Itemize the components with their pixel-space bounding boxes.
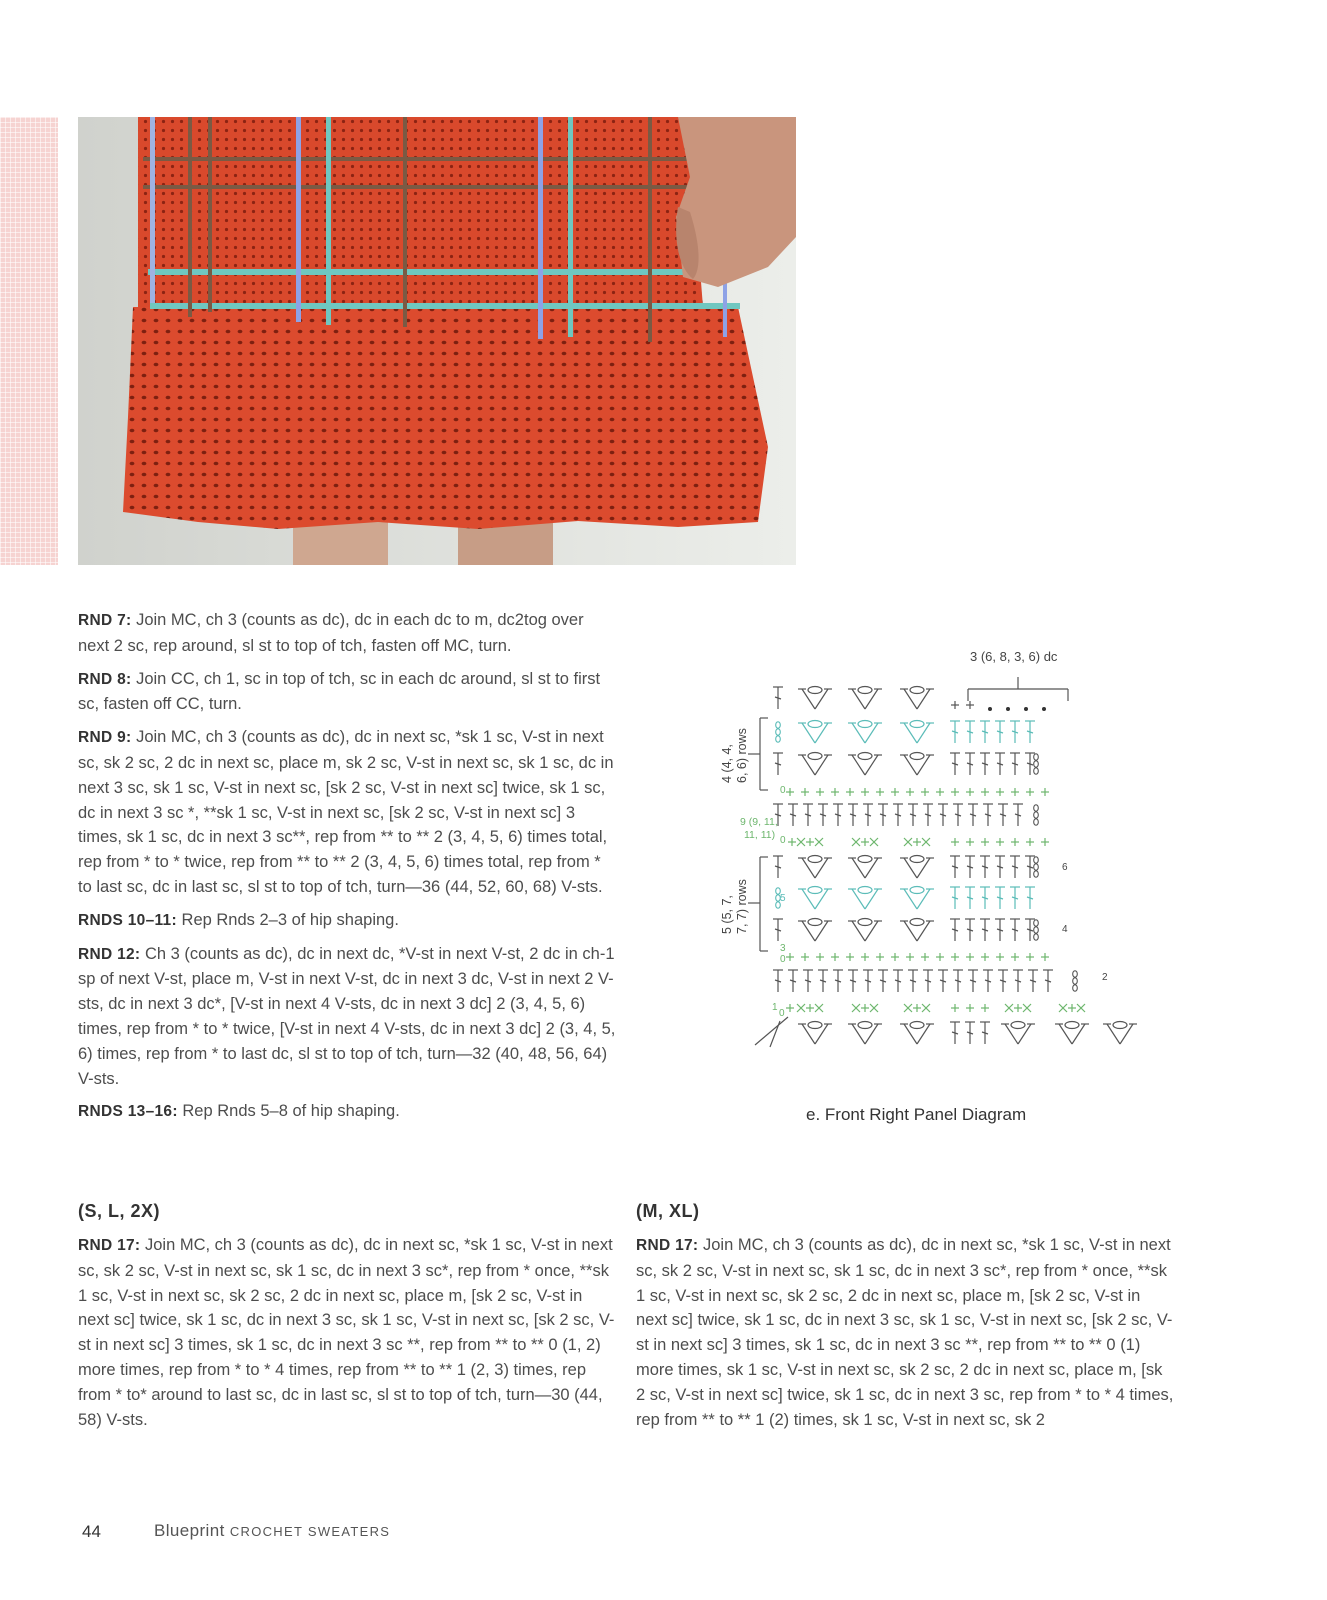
row-number-2: 2 — [1102, 972, 1108, 983]
zero-label-row-3: 0 — [780, 954, 786, 965]
row-number-6: 6 — [1062, 862, 1068, 873]
stitch-chain — [910, 753, 924, 760]
stitch-chain — [858, 753, 872, 760]
stitch-chain — [858, 721, 872, 728]
stitch-chain — [808, 856, 822, 863]
stitch-symbols — [755, 687, 1137, 1048]
size-heading-m-xl: (M, XL) — [636, 1201, 700, 1221]
stitch-chain — [1034, 819, 1039, 825]
stitch-chain — [776, 902, 781, 908]
row-number-1: 1 — [772, 1002, 778, 1013]
lower-rows-label-1: 5 (5, 7, — [720, 895, 734, 934]
row-number-3: 3 — [780, 943, 786, 954]
stitch-chain — [1034, 768, 1039, 774]
stitch-dot — [1006, 707, 1010, 711]
stitch-chain — [808, 887, 822, 894]
stitch-chain — [1073, 971, 1078, 977]
row-label-9b: 11, 11) — [744, 829, 776, 841]
stitch-chain — [808, 1022, 822, 1029]
instruction-rnd-17-m-xl: RND 17: Join MC, ch 3 (counts as dc), dc in next sc, *sk 1 sc, V-st in next sc, sk 2 sc, V-st in next sc, sk 1 sc, dc in next 3 sc*, rep from * once, **sk 1 sc, V-st in next sc, sk 2 sc, 2 dc in next sc, place m, [sk 2 sc, V-st in next sc] twice, sk 1 sc, dc in next 3 sc, sk 1 sc, V-st in next sc, [sk 2 sc, V-st in next sc] 3 times, sk 1 sc, dc in next 3 sc **, rep from ** to ** 0 (1) more times, sk 1 sc, V-st in next sc, sk 2 sc, 2 dc in next sc, place m, [sk 2 sc, V-st in next sc] twice, sk 1 sc, dc in next 3 sc, rep from * to * 4 times, rep from ** to ** 1 (2) times, sk 1 sc, V-st in next sc, sk 2 — [636, 1236, 1174, 1429]
instruction-rnd-17-s-l-2x: RND 17: Join MC, ch 3 (counts as dc), dc in next sc, *sk 1 sc, V-st in next sc, sk 2 sc, V-st in next sc, sk 1 sc, dc in next 3 sc*, rep from * once, **sk 1 sc, V-st in next sc, sk 2 sc, 2 dc in next sc, place m, [sk 2 sc, V-st in next sc] twice, sk 1 sc, dc in next 3 sc, sk 1 sc, V-st in next sc, [sk 2 sc, V-st in next sc] 3 times, sk 1 sc, dc in next 3 sc **, rep from ** to ** 0 (1, 2) more times, rep from * to * 4 times, rep from ** to ** 1 (2, 3) times, rep from * to* around to last sc, dc in last sc, sl st to top of tch, turn—30 (44, 58) V-sts. — [78, 1236, 615, 1429]
instruction-rnd-12: RND 12: Ch 3 (counts as dc), dc in next dc, *V-st in next V-st, 2 dc in ch-1 sp of next V-st, place m, V-st in next V-st, dc in next 3 dc, V-st in next 2 V-sts, dc in next 3 dc*, [V-st in next 4 V-sts, dc in next 3 dc] 2 (3, 4, 5, 6) times, rep from * to * twice, [V-st in next 4 V-sts, dc in next 3 dc] 2 (3, 4, 5, 6) times, rep from * to last dc, sl st to top of tch, turn—32 (40, 48, 56, 64) V-sts. — [78, 944, 616, 1088]
row-label-9a: 9 (9, 11, — [740, 816, 778, 828]
stitch-chain — [1034, 857, 1039, 863]
stitch-chain — [910, 1022, 924, 1029]
stitch-dot — [1042, 707, 1046, 711]
zero-label-row-1: 0 — [779, 1008, 785, 1019]
stitch-chain — [1113, 1022, 1127, 1029]
stitch-chain — [910, 887, 924, 894]
row-number-5: 5 — [780, 893, 786, 904]
size-m-xl-instructions — [636, 1233, 1176, 1440]
size-heading-s-l-2x: (S, L, 2X) — [78, 1201, 161, 1221]
stitch-chain — [858, 856, 872, 863]
stitch-chain — [1065, 1022, 1079, 1029]
stitch-stroke — [755, 1017, 788, 1045]
stitch-chain — [1073, 978, 1078, 984]
stitch-chain — [1034, 761, 1039, 767]
stitch-chain — [1011, 1022, 1025, 1029]
stitch-chain — [776, 729, 781, 735]
front-right-panel-diagram — [700, 645, 1180, 1075]
stitch-chain — [858, 919, 872, 926]
row-number-4: 4 — [1062, 924, 1068, 935]
size-s-l-2x-instructions — [78, 1233, 618, 1440]
lower-rows-label-2: 7, 7) rows — [735, 879, 749, 934]
instructions-column — [78, 608, 618, 1133]
stitch-chain — [808, 721, 822, 728]
stitch-chain — [1034, 812, 1039, 818]
upper-rows-label-2: 6, 6) rows — [735, 728, 749, 783]
stitch-chain — [858, 1022, 872, 1029]
zero-label-row-7: 0 — [780, 785, 786, 796]
diagram-top-label: 3 (6, 8, 3, 6) dc — [970, 649, 1058, 664]
skirt-photo — [78, 117, 796, 565]
stitch-chain — [910, 721, 924, 728]
book-title: Blueprint CROCHET SWEATERS — [154, 1521, 391, 1540]
stitch-chain — [1073, 985, 1078, 991]
stitch-chain — [1034, 754, 1039, 760]
zero-label-row-9: 0 — [780, 835, 786, 846]
stitch-chain — [1034, 927, 1039, 933]
stitch-chain — [858, 887, 872, 894]
stitch-chain — [808, 753, 822, 760]
instruction-rnds-13-16: RNDS 13–16: Rep Rnds 5–8 of hip shaping. — [78, 1102, 400, 1121]
stitch-chain — [808, 919, 822, 926]
stitch-chain — [858, 687, 872, 694]
decorative-grid-strip — [0, 117, 58, 565]
page-number: 44 — [82, 1522, 101, 1541]
stitch-chain — [776, 736, 781, 742]
stitch-chain — [776, 722, 781, 728]
stitch-chain — [1034, 864, 1039, 870]
stitch-chain — [1034, 920, 1039, 926]
diagram-caption: e. Front Right Panel Diagram — [806, 1105, 1027, 1124]
instruction-rnd-9: RND 9: Join MC, ch 3 (counts as dc), dc in next sc, *sk 1 sc, V-st in next sc, sk 2 sc, 2 dc in next sc, place m, sk 2 sc, V-st in next sc, sk 1 sc, dc in next 3 sc, sk 1 sc, V-st in next sc, [sk 2 sc, V-st in next sc] twice, sk 1 sc, dc in next 3 sc *, **sk 1 sc, V-st in next sc, [sk 2 sc, V-st in next sc] 3 times, sk 1 sc, dc in next 3 sc**, rep from ** to ** 2 (3, 4, 5, 6) times total, rep from * to * twice, rep from ** to ** 2 (3, 4, 5, 6) times total, rep from * to last sc, dc in last sc, sl st to top of tch, turn—36 (44, 52, 60, 68) V-sts. — [78, 728, 614, 896]
stitch-chain — [910, 919, 924, 926]
instruction-rnd-7: RND 7: Join MC, ch 3 (counts as dc), dc in each dc to m, dc2tog over next 2 sc, rep around, sl st to top of tch, fasten off MC, turn. — [78, 611, 584, 655]
stitch-chain — [910, 687, 924, 694]
stitch-chain — [776, 888, 781, 894]
stitch-chain — [1034, 871, 1039, 877]
upper-rows-label-1: 4 (4, 4, — [720, 744, 734, 783]
stitch-dot — [988, 707, 992, 711]
stitch-chain — [910, 856, 924, 863]
stitch-chain — [1034, 805, 1039, 811]
stitch-chain — [808, 687, 822, 694]
instruction-rnd-8: RND 8: Join CC, ch 1, sc in top of tch, sc in each dc around, sl st to first sc, fasten off CC, turn. — [78, 669, 601, 714]
instruction-rnds-10-11: RNDS 10–11: Rep Rnds 2–3 of hip shaping. — [78, 910, 399, 929]
stitch-chain — [1034, 934, 1039, 940]
stitch-dot — [1024, 707, 1028, 711]
stitch-stroke — [770, 1021, 780, 1047]
